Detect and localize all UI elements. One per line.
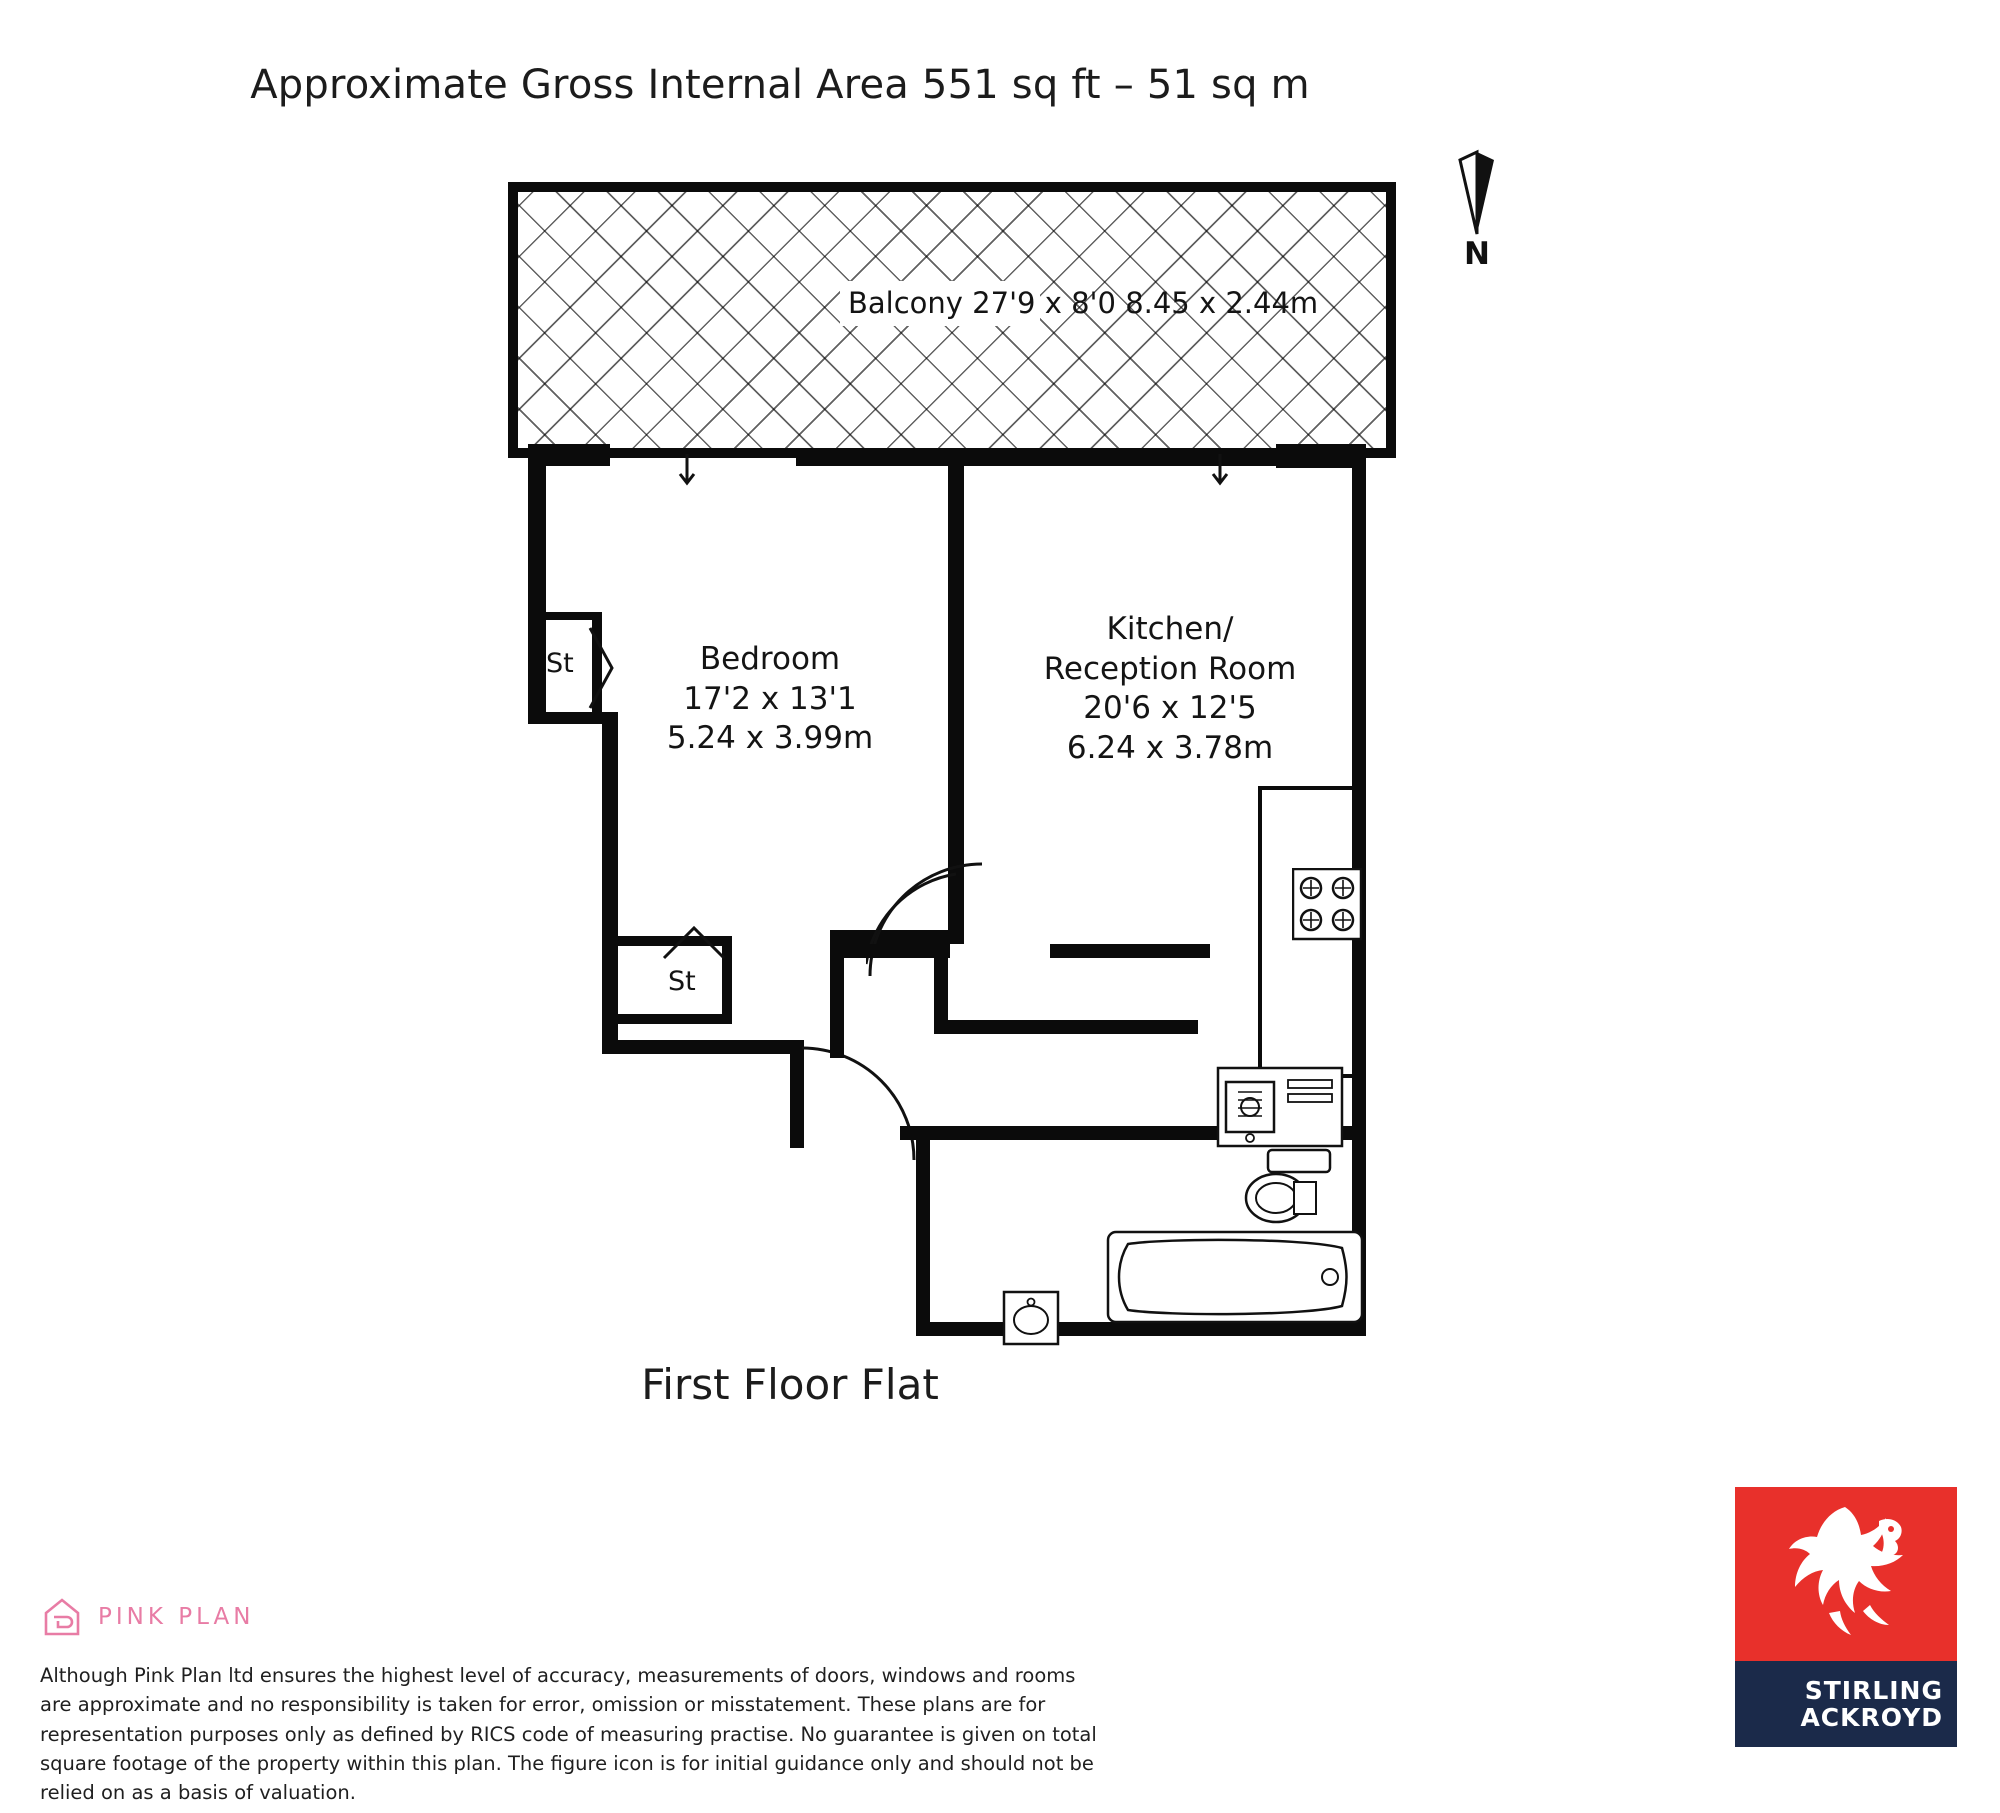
kitchen-counter-top (1258, 786, 1354, 790)
balcony-dims-imperial: 27'9 x 8'0 (972, 286, 1116, 320)
pink-plan-brand (40, 1595, 1160, 1639)
kitchen-name-line2: Reception Room (1043, 650, 1297, 687)
wall-left-lower (602, 712, 618, 1052)
balcony-name: Balcony (848, 286, 963, 320)
wall-left-upper (528, 444, 546, 722)
pink-plan-block (40, 1595, 1160, 1807)
wall-bottom-left-outer (916, 1126, 930, 1336)
kitchen-counter-edge (1258, 786, 1262, 1078)
bedroom-dims-imperial: 17'2 x 13'1 (683, 680, 857, 717)
bath-icon (1106, 1230, 1366, 1326)
balcony-dims-metric: 8.45 x 2.44m (1125, 286, 1319, 320)
storage-label-upper: St (546, 648, 574, 679)
griffin-icon (1767, 1501, 1927, 1647)
hob-icon (1292, 868, 1364, 942)
wall-bathroom-top (934, 1020, 1198, 1034)
st-upper-top (528, 612, 600, 620)
agent-logo-navy-panel (1735, 1661, 1957, 1747)
balcony-door-arrow-left (672, 452, 702, 486)
toilet-icon (1238, 1148, 1334, 1240)
sink-icon (1216, 1066, 1344, 1150)
balcony-wall-right (1386, 182, 1396, 458)
disclaimer-text: Although Pink Plan ltd ensures the highest level of accuracy, measurements of doors, windows and rooms are approximate and no responsibility is taken for error, omission or misstatement. These plans are for representation purposes only as defined by RICS code of measuring practise. No guarantee is given on total square footage of the property within this plan. The figure icon is for initial guidance only and should not be relied on as a basis of valuation. (40, 1664, 1097, 1804)
wall-kitchen-hall (1050, 944, 1210, 958)
balcony-wall-left (508, 182, 518, 458)
north-label: N (1464, 236, 1490, 272)
room-label-balcony (840, 281, 1319, 326)
bedroom-name: Bedroom (699, 641, 841, 677)
bedroom-dims-metric: 5.24 x 3.99m (666, 720, 874, 757)
agent-logo[interactable] (1735, 1487, 1957, 1747)
room-label-bedroom (600, 640, 940, 759)
entry-door-swing-icon (796, 1046, 956, 1166)
balcony-door-arrow-right (1205, 452, 1235, 486)
pink-plan-house-icon (40, 1595, 84, 1639)
st-lower-bottom (602, 1014, 732, 1024)
balcony-wall-top (508, 182, 1396, 192)
kitchen-dims-imperial: 20'6 x 12'5 (1083, 690, 1257, 727)
window-top-left (610, 452, 796, 457)
agent-name-line2: ACKROYD (1800, 1703, 1943, 1732)
floor-caption: First Floor Flat (641, 1360, 939, 1409)
agent-name-line1: STIRLING (1804, 1676, 1943, 1705)
kitchen-name-line1: Kitchen/ (1106, 611, 1234, 647)
wall-lower-left-horizontal (602, 1040, 802, 1054)
wall-hall-bottom (838, 944, 950, 958)
bedroom-door-arc (860, 858, 1060, 978)
page-title: Approximate Gross Internal Area 551 sq ft – 51 sq m (250, 62, 1310, 108)
pink-plan-wordmark: PINK PLAN (98, 1604, 255, 1630)
wash-basin-icon (1002, 1290, 1060, 1346)
kitchen-dims-metric: 6.24 x 3.78m (1066, 730, 1274, 767)
storage-label-lower: St (668, 966, 696, 997)
room-label-kitchen-reception (980, 610, 1360, 769)
st-lower-door-icon (660, 920, 750, 960)
